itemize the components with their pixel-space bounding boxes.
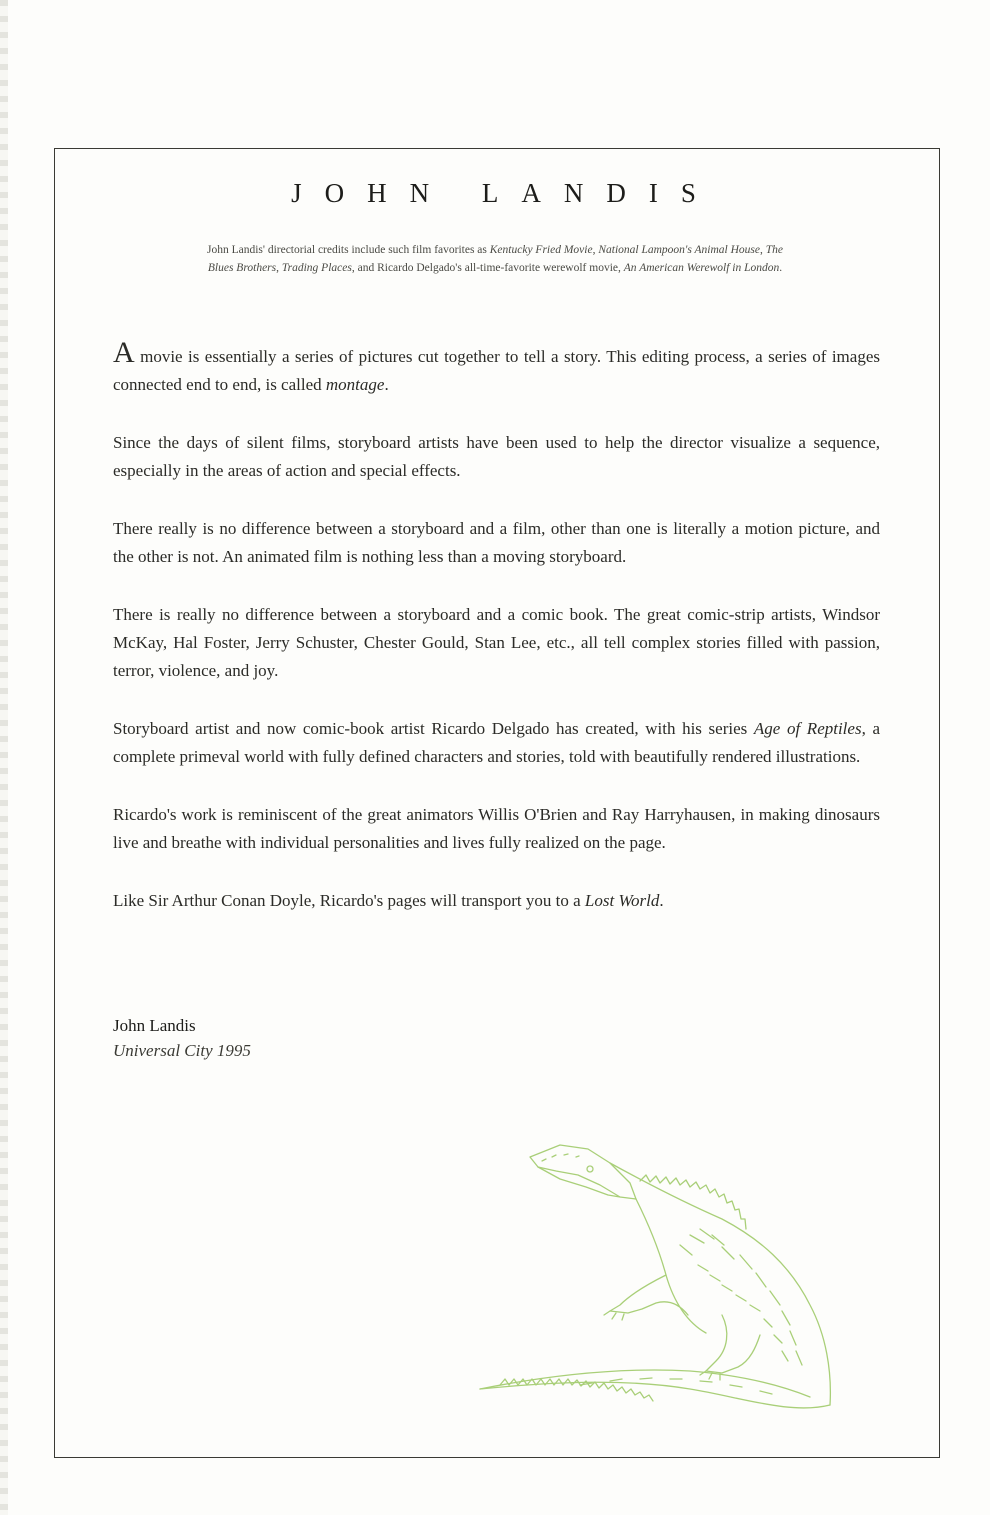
paragraph-6: Ricardo's work is reminiscent of the great animators Willis O'Brien and Ray Harryhausen, in making dinosaurs live and breathe with individual personalities and lives fully realized on the page. xyxy=(113,805,880,852)
paragraph-end: . xyxy=(659,891,664,910)
paragraph-1 xyxy=(113,338,880,399)
credits-end: . xyxy=(779,261,783,274)
emphasis: montage xyxy=(325,375,385,394)
credits-blurb xyxy=(200,242,790,277)
signature-place: Universal City 1995 xyxy=(113,1041,251,1060)
emphasis: Lost World xyxy=(584,891,660,910)
film-title: The Blues Brothers xyxy=(207,244,784,274)
emphasis: Age of Reptiles xyxy=(753,719,862,738)
drop-cap: A xyxy=(113,336,135,369)
film-title: An American Werewolf in London xyxy=(623,261,780,274)
page-title: JOHN LANDIS xyxy=(291,178,719,208)
credits-middle: , and Ricardo Delgado's all-time-favorite werewolf movie, xyxy=(351,261,624,274)
film-title: National Lampoon's Animal House xyxy=(598,244,761,256)
paragraph-3: There really is no difference between a storyboard and a film, other than one is literally a motion picture, and the other is not. An animated film is nothing less than a moving storyboard. xyxy=(113,519,880,566)
paragraph-7 xyxy=(113,887,880,915)
signature-block xyxy=(113,1013,251,1063)
film-title: Trading Places xyxy=(281,261,352,274)
paragraph-5 xyxy=(113,715,880,771)
page-binding-edge xyxy=(0,0,8,1515)
paragraph-end: , a complete primeval world with fully defined characters and stories, told with beautifully rendered illustrations. xyxy=(113,719,881,766)
paragraph-4: There is really no difference between a storyboard and a comic book. The great comic-strip artists, Windsor McKay, Hal Foster, Jerry Schuster, Chester Gould, Stan Lee, etc., all tell complex stories filled with passion, terror, violence, and joy. xyxy=(113,605,880,680)
credits-intro: John Landis' directorial credits include such film favorites as xyxy=(206,244,490,256)
paragraph-end: . xyxy=(384,375,389,394)
separator: , xyxy=(276,261,282,274)
foreword-body xyxy=(113,338,880,945)
paragraph-text: Storyboard artist and now comic-book artist Ricardo Delgado has created, with his series xyxy=(113,719,754,738)
separator: , xyxy=(760,244,766,256)
paragraph-2: Since the days of silent films, storyboard artists have been used to help the director visualize a sequence, especially in the areas of action and special effects. xyxy=(113,433,880,480)
signature-name: John Landis xyxy=(113,1016,196,1035)
crocodile-illustration xyxy=(460,1135,900,1435)
paragraph-text: Like Sir Arthur Conan Doyle, Ricardo's pages will transport you to a xyxy=(113,891,585,910)
paragraph-text: movie is essentially a series of pictures cut together to tell a story. This editing process, a series of images connected end to end, is called xyxy=(113,347,880,394)
film-title: Kentucky Fried Movie xyxy=(489,244,593,256)
separator: , xyxy=(592,244,599,256)
